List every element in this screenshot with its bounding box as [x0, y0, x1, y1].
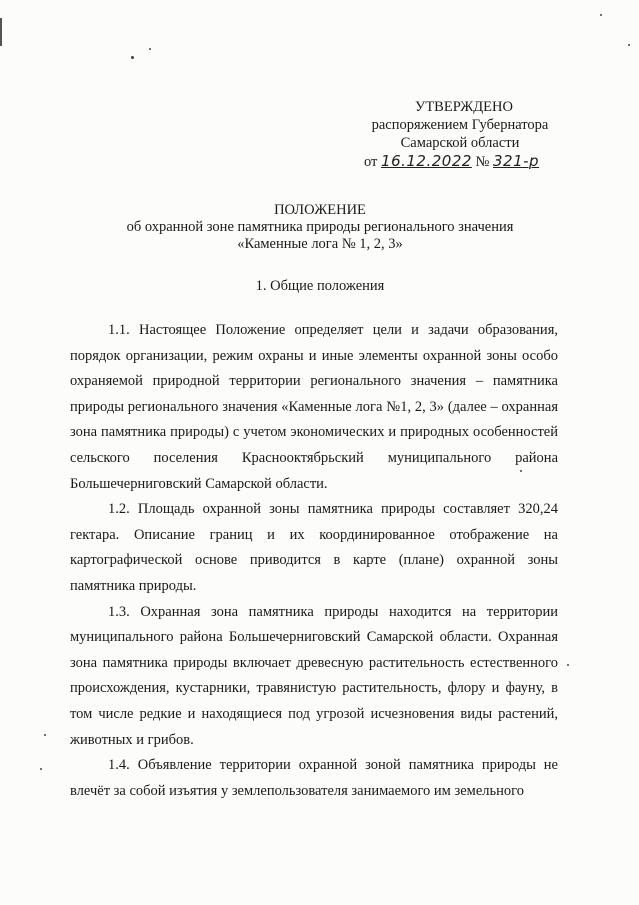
document-body — [70, 318, 558, 804]
scan-speck — [40, 768, 42, 770]
approval-line-region: Самарской области — [400, 135, 520, 151]
section-heading: 1. Общие положения — [255, 278, 385, 294]
approval-date-line — [360, 152, 560, 171]
approval-title: УТВЕРЖДЕНО — [415, 99, 513, 115]
handwritten-date: 16.12.2022 — [381, 152, 472, 170]
scan-speck — [567, 664, 569, 666]
scan-speck — [131, 56, 134, 59]
approval-line-issuer: распоряжением Губернатора — [371, 117, 549, 133]
document-subtitle-name: «Каменные лога № 1, 2, 3» — [237, 236, 403, 252]
scan-speck — [628, 44, 630, 46]
paragraph: 1.2. Площадь охранной зоны памятника природы составляет 320,24 гектара. Описание границ и их координированное отображение на картографической основе приводится в карте (плане) охранной зоны памятника природы. — [70, 501, 558, 594]
number-prefix: № — [475, 154, 490, 170]
scan-edge-mark — [0, 18, 2, 46]
paragraph: 1.4. Объявление территории охранной зоной памятника природы не влечёт за собой изъятия у землепользователя занимаемого им земельного — [70, 757, 558, 799]
document-subtitle: об охранной зоне памятника природы регионального значения — [126, 219, 514, 235]
document-title: ПОЛОЖЕНИЕ — [274, 202, 366, 218]
scan-speck — [600, 14, 602, 16]
document-title-block — [60, 202, 580, 253]
approval-block — [360, 98, 560, 171]
paragraph: 1.1. Настоящее Положение определяет цели и задачи образования, порядок организации, режим охраны и иные элементы охранной зоны особо охраняемой природной территории регионального значения – памятника природы регионального значения «Каменные лога №1, 2, 3» (далее – охранная зона памятника природы) с учетом экономических и природных особенностей сельского поселения Краснооктябрьский муниципального района Большечерниговский Самарской области. — [70, 322, 558, 492]
scan-speck — [44, 734, 46, 736]
scan-speck — [149, 48, 151, 50]
handwritten-number: 321-р — [493, 152, 540, 170]
date-prefix: от — [364, 154, 378, 170]
paragraph: 1.3. Охранная зона памятника природы находится на территории муниципального района Большечерниговский Самарской области. Охранная зона памятника природы включает древесную растительность естественного происхождения, кустарники, травянистую растительность, флору и фауну, в том числе редкие и находящиеся под угрозой исчезновения виды растений, животных и грибов. — [70, 603, 558, 748]
